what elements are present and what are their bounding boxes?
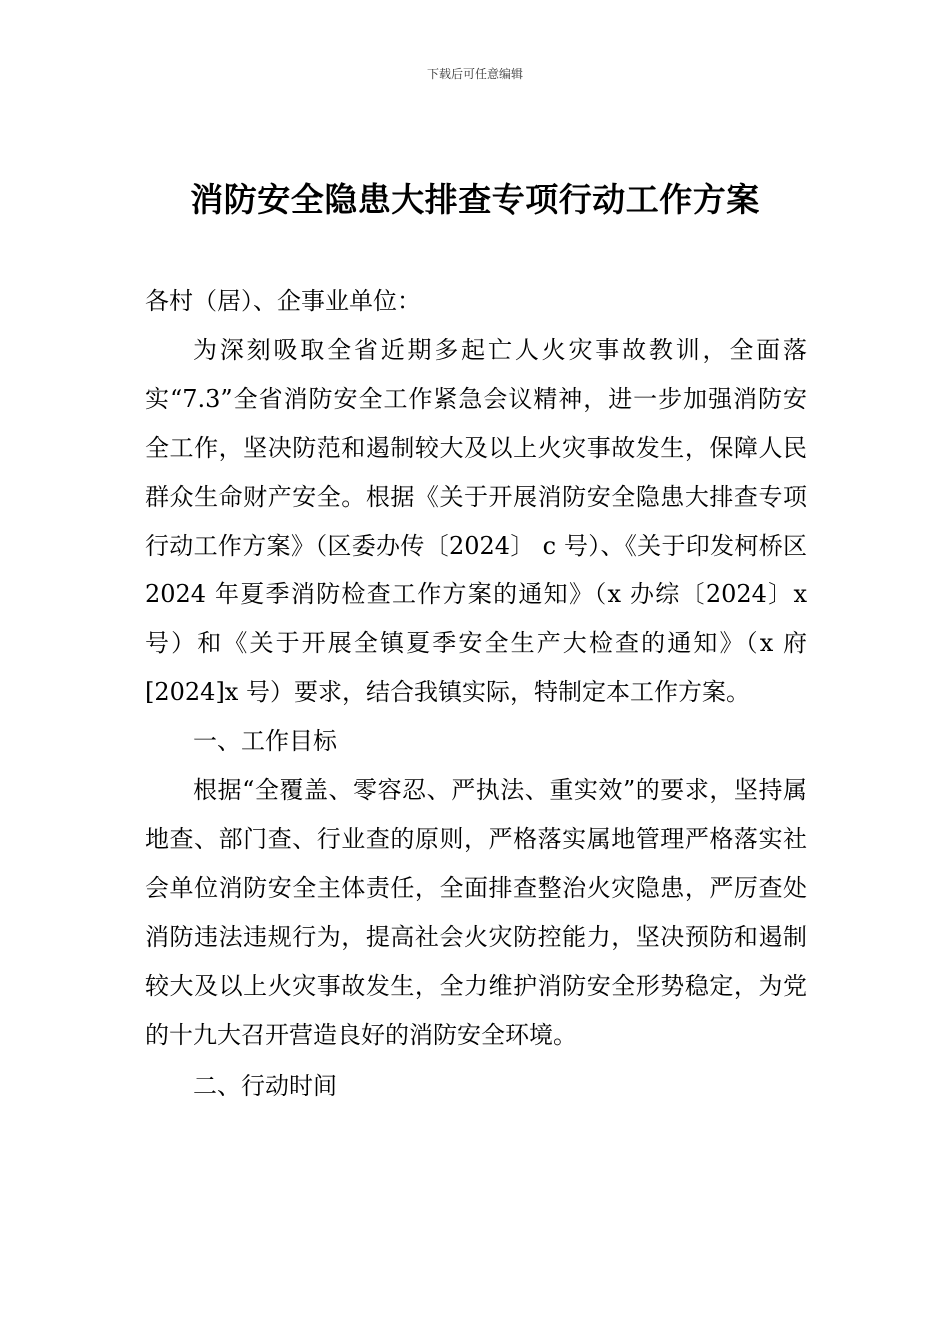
paragraph-goals: 根据“全覆盖、零容忍、严执法、重实效”的要求，坚持属地查、部门查、行业查的原则，严格落实属地管理严格落实社会单位消防安全主体责任，全面排查整治火灾隐患，严厉查处消防违法违规行为，提高社会火灾防控能力，坚决预防和遏制较大及以上火灾事故发生，全力维护消防安全形势稳定，为党的十九大召开营造良好的消防安全环境。 bbox=[145, 776, 807, 1049]
salutation: 各村（居）、企事业单位： bbox=[145, 287, 421, 315]
section-heading-goals: 一、工作目标 bbox=[193, 727, 337, 756]
paragraph-intro: 为深刻吸取全省近期多起亡人火灾事故教训，全面落实“7.3”全省消防安全工作紧急会议精神，进一步加强消防安全工作，坚决防范和遏制较大及以上火灾事故发生，保障人民群众生命财产安全。根据《关于开展消防安全隐患大排查专项行动工作方案》（区委办传〔2024〕 c 号）、《关于印发柯桥区 2024 年夏季消防检查工作方案的通知》（x 办综〔2024〕x 号）和《关于开展全镇夏季安全生产大检查的通知》（x 府[2024]x 号）要求，结合我镇实际，特制定本工作方案。 bbox=[145, 335, 807, 707]
document-body bbox=[145, 277, 807, 1110]
page-header-note: 下载后可任意编辑 bbox=[426, 67, 523, 81]
document-title: 消防安全隐患大排查专项行动工作方案 bbox=[190, 180, 760, 219]
section-heading-schedule: 二、行动时间 bbox=[193, 1071, 337, 1100]
